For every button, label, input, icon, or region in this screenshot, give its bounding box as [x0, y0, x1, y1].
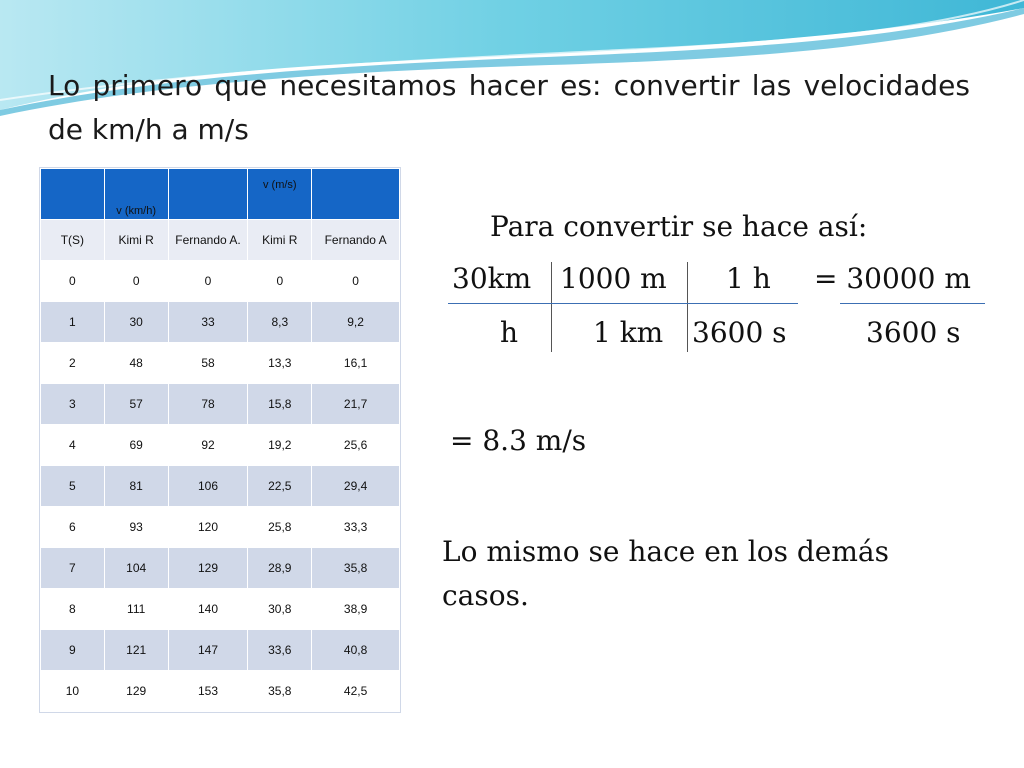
- table-cell: 0: [41, 261, 105, 302]
- calc-term: = 30000 m: [814, 262, 971, 295]
- table-cell: 4: [41, 425, 105, 466]
- table-cell: 35,8: [312, 548, 400, 589]
- table-cell: 33: [168, 302, 248, 343]
- table-cell: 92: [168, 425, 248, 466]
- table-cell: 8,3: [248, 302, 312, 343]
- table-cell: 19,2: [248, 425, 312, 466]
- table-header-cell: T(S): [41, 220, 105, 261]
- table-cell: 9: [41, 630, 105, 671]
- table-row: [41, 589, 400, 630]
- calc-term: 3600 s: [692, 316, 787, 349]
- calc-fraction-line: [448, 303, 798, 304]
- closing-note: Lo mismo se hace en los demás casos.: [442, 535, 889, 612]
- table-cell: 33,3: [312, 507, 400, 548]
- table-cell: 40,8: [312, 630, 400, 671]
- calc-divider: [687, 262, 688, 352]
- table-header-cell: [41, 169, 105, 220]
- speed-table: [40, 168, 400, 712]
- table-cell: 29,4: [312, 466, 400, 507]
- table-cell: 5: [41, 466, 105, 507]
- table-header-row-2: [41, 220, 400, 261]
- table-cell: 22,5: [248, 466, 312, 507]
- table-header-cell: Fernando A.: [168, 220, 248, 261]
- table-cell: 30,8: [248, 589, 312, 630]
- table-header-row-1: [41, 169, 400, 220]
- table-cell: 153: [168, 671, 248, 712]
- table-cell: 21,7: [312, 384, 400, 425]
- table-row: [41, 671, 400, 712]
- table-cell: 3: [41, 384, 105, 425]
- table-cell: 9,2: [312, 302, 400, 343]
- table-cell: 7: [41, 548, 105, 589]
- table-cell: 48: [104, 343, 168, 384]
- table-cell: 93: [104, 507, 168, 548]
- conversion-calculation: [448, 258, 988, 358]
- calc-term: 3600 s: [866, 316, 961, 349]
- table-row: [41, 384, 400, 425]
- table-cell: 10: [41, 671, 105, 712]
- table-cell: 35,8: [248, 671, 312, 712]
- table-cell: 69: [104, 425, 168, 466]
- table-cell: 129: [104, 671, 168, 712]
- table-row: [41, 507, 400, 548]
- table-cell: 8: [41, 589, 105, 630]
- table-row: [41, 343, 400, 384]
- table-row: [41, 425, 400, 466]
- table-cell: 25,6: [312, 425, 400, 466]
- table-row: [41, 302, 400, 343]
- table-cell: 33,6: [248, 630, 312, 671]
- calc-term: 30km: [452, 262, 532, 295]
- calc-term: 1 km: [593, 316, 664, 349]
- table-header-cell: [312, 169, 400, 220]
- table-cell: 81: [104, 466, 168, 507]
- table-cell: 42,5: [312, 671, 400, 712]
- table-cell: 120: [168, 507, 248, 548]
- table-header-cell: Kimi R: [248, 220, 312, 261]
- table-header-cell: v (m/s): [248, 169, 312, 220]
- table-row: [41, 630, 400, 671]
- table-cell: 15,8: [248, 384, 312, 425]
- calc-term: 1000 m: [560, 262, 667, 295]
- table-cell: 6: [41, 507, 105, 548]
- table-cell: 28,9: [248, 548, 312, 589]
- table-cell: 0: [248, 261, 312, 302]
- table-cell: 30: [104, 302, 168, 343]
- table-cell: 121: [104, 630, 168, 671]
- table-cell: 16,1: [312, 343, 400, 384]
- table-cell: 1: [41, 302, 105, 343]
- table-row: [41, 466, 400, 507]
- table-cell: 13,3: [248, 343, 312, 384]
- table-cell: 0: [168, 261, 248, 302]
- table-cell: 25,8: [248, 507, 312, 548]
- table-header-cell: v (km/h): [104, 169, 168, 220]
- conversion-result: = 8.3 m/s: [450, 424, 587, 457]
- table-header-cell: [168, 169, 248, 220]
- table-cell: 111: [104, 589, 168, 630]
- table-row: [41, 548, 400, 589]
- calc-term: h: [500, 316, 519, 349]
- slide-title: Lo primero que necesitamos hacer es: convertir las velocidades de km/h a m/s: [48, 69, 970, 146]
- table-cell: 104: [104, 548, 168, 589]
- table-header-cell: Kimi R: [104, 220, 168, 261]
- calc-term: 1 h: [726, 262, 771, 295]
- conversion-intro: Para convertir se hace así:: [490, 210, 868, 243]
- calc-divider: [551, 262, 552, 352]
- table-cell: 0: [312, 261, 400, 302]
- table-cell: 129: [168, 548, 248, 589]
- table-cell: 38,9: [312, 589, 400, 630]
- table-cell: 140: [168, 589, 248, 630]
- table-cell: 2: [41, 343, 105, 384]
- table-cell: 58: [168, 343, 248, 384]
- calc-fraction-line: [840, 303, 985, 304]
- table-row: [41, 261, 400, 302]
- table-header-cell: Fernando A: [312, 220, 400, 261]
- table-cell: 57: [104, 384, 168, 425]
- table-cell: 147: [168, 630, 248, 671]
- table-cell: 0: [104, 261, 168, 302]
- table-cell: 78: [168, 384, 248, 425]
- table-cell: 106: [168, 466, 248, 507]
